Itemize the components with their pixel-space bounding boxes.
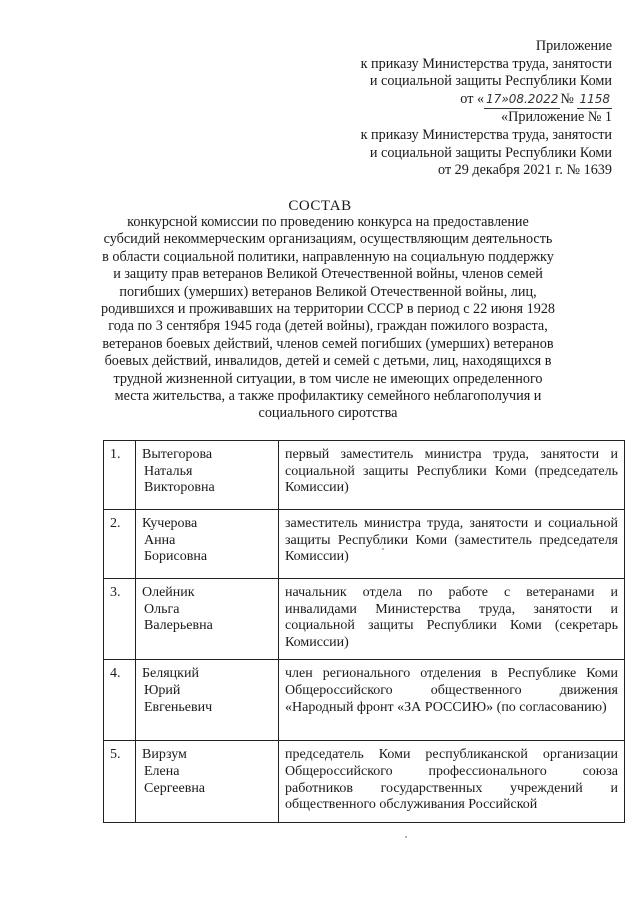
member-patronymic: Викторовна [144, 480, 215, 496]
number-prefix: № [560, 90, 574, 107]
table-row [104, 441, 625, 510]
ministry-line-2: и социальной защиты Республики Коми [369, 144, 612, 161]
appendix-label: Приложение [535, 38, 612, 54]
member-patronymic: Сергеевна [144, 780, 206, 796]
member-first-name: Ольга [144, 601, 180, 617]
member-role: председатель Коми республиканской организации Общероссийского профессионального союза работников государственных учреждений и общественного обслуживания Российской [279, 741, 625, 822]
member-role: член регионального отделения в Республике Коми Общероссийского общественного движения «Народный фронт «ЗА РОССИЮ» (по согласованию) [279, 660, 625, 741]
handwritten-date: 17»08.2022 [484, 91, 560, 110]
member-full-name [136, 660, 279, 741]
scan-speck [405, 836, 407, 838]
member-surname: Вытегорова [142, 447, 213, 462]
member-full-name [136, 510, 279, 579]
member-full-name [136, 579, 279, 660]
order-date-number-line [361, 91, 612, 110]
handwritten-number: 1158 [577, 91, 612, 110]
member-full-name [136, 741, 279, 822]
member-patronymic: Борисовна [144, 549, 208, 565]
table-row [104, 579, 625, 660]
member-first-name: Анна [144, 532, 176, 548]
member-full-name [136, 441, 279, 510]
member-surname: Беляцкий [142, 666, 199, 682]
ministry-line: и социальной защиты Республики Коми [369, 73, 612, 90]
member-role: начальник отдела по работе с ветеранами и инвалидами Министерства труда, занятости и социальной защиты Республики Коми (секретарь Комиссии) [279, 579, 625, 660]
member-surname: Кучерова [142, 516, 198, 531]
member-role: заместитель министра труда, занятости и социальной защиты Республики Коми (заместитель председателя Комиссии) [279, 510, 625, 579]
appendix-header [361, 38, 612, 180]
member-number: 2. [104, 510, 136, 579]
appendix-1-label: «Приложение № 1 [501, 109, 612, 126]
scan-speck [382, 548, 384, 550]
table-row [104, 741, 625, 822]
table-row [104, 510, 625, 579]
member-patronymic: Валерьевна [144, 618, 213, 634]
member-role: первый заместитель министра труда, занятости и социальной защиты Республики Коми (председатель Комиссии) [279, 441, 625, 510]
member-patronymic: Евгеньевич [144, 699, 213, 715]
member-first-name: Юрий [144, 682, 181, 698]
table-row [104, 660, 625, 741]
member-surname: Вирзум [142, 747, 187, 763]
order-reference-line-2: к приказу Министерства труда, занятости [360, 126, 612, 143]
member-first-name: Елена [144, 763, 180, 779]
document-title: СОСТАВ [288, 198, 352, 214]
member-first-name: Наталья [144, 463, 193, 479]
document-subtitle: конкурсной комиссии по проведению конкурса на предоставление субсидий некоммерческим организациям, осуществляющим деятельность в области социальной политики, направленную на социальную поддержку и защиту прав ветеранов Великой Отечественной войны, членов семей погибших (умерших) ветеранов Великой Отечественной войны, лиц, родившихся и проживавших на территории СССР в период с 22 июня 1928 года по 3 сентября 1945 года (детей войны), граждан пожилого возраста, ветеранов боевых действий, членов семей погибших (умерших) ветеранов боевых действий, инвалидов, детей и семей с детьми, лиц, находящихся в трудной жизненной ситуации, в том числе не имеющих определенного места жительства, а также профилактику семейного неблагополучия и социального сиротства [100, 214, 556, 422]
member-number: 3. [104, 579, 136, 660]
original-order-date: от 29 декабря 2021 г. № 1639 [438, 162, 612, 179]
commission-members-table [103, 440, 625, 823]
member-surname: Олейник [142, 585, 195, 600]
order-reference-line: к приказу Министерства труда, занятости [360, 55, 612, 72]
member-number: 5. [104, 741, 136, 822]
member-number: 1. [104, 441, 136, 510]
member-number: 4. [104, 660, 136, 741]
date-prefix: от « [460, 90, 485, 107]
